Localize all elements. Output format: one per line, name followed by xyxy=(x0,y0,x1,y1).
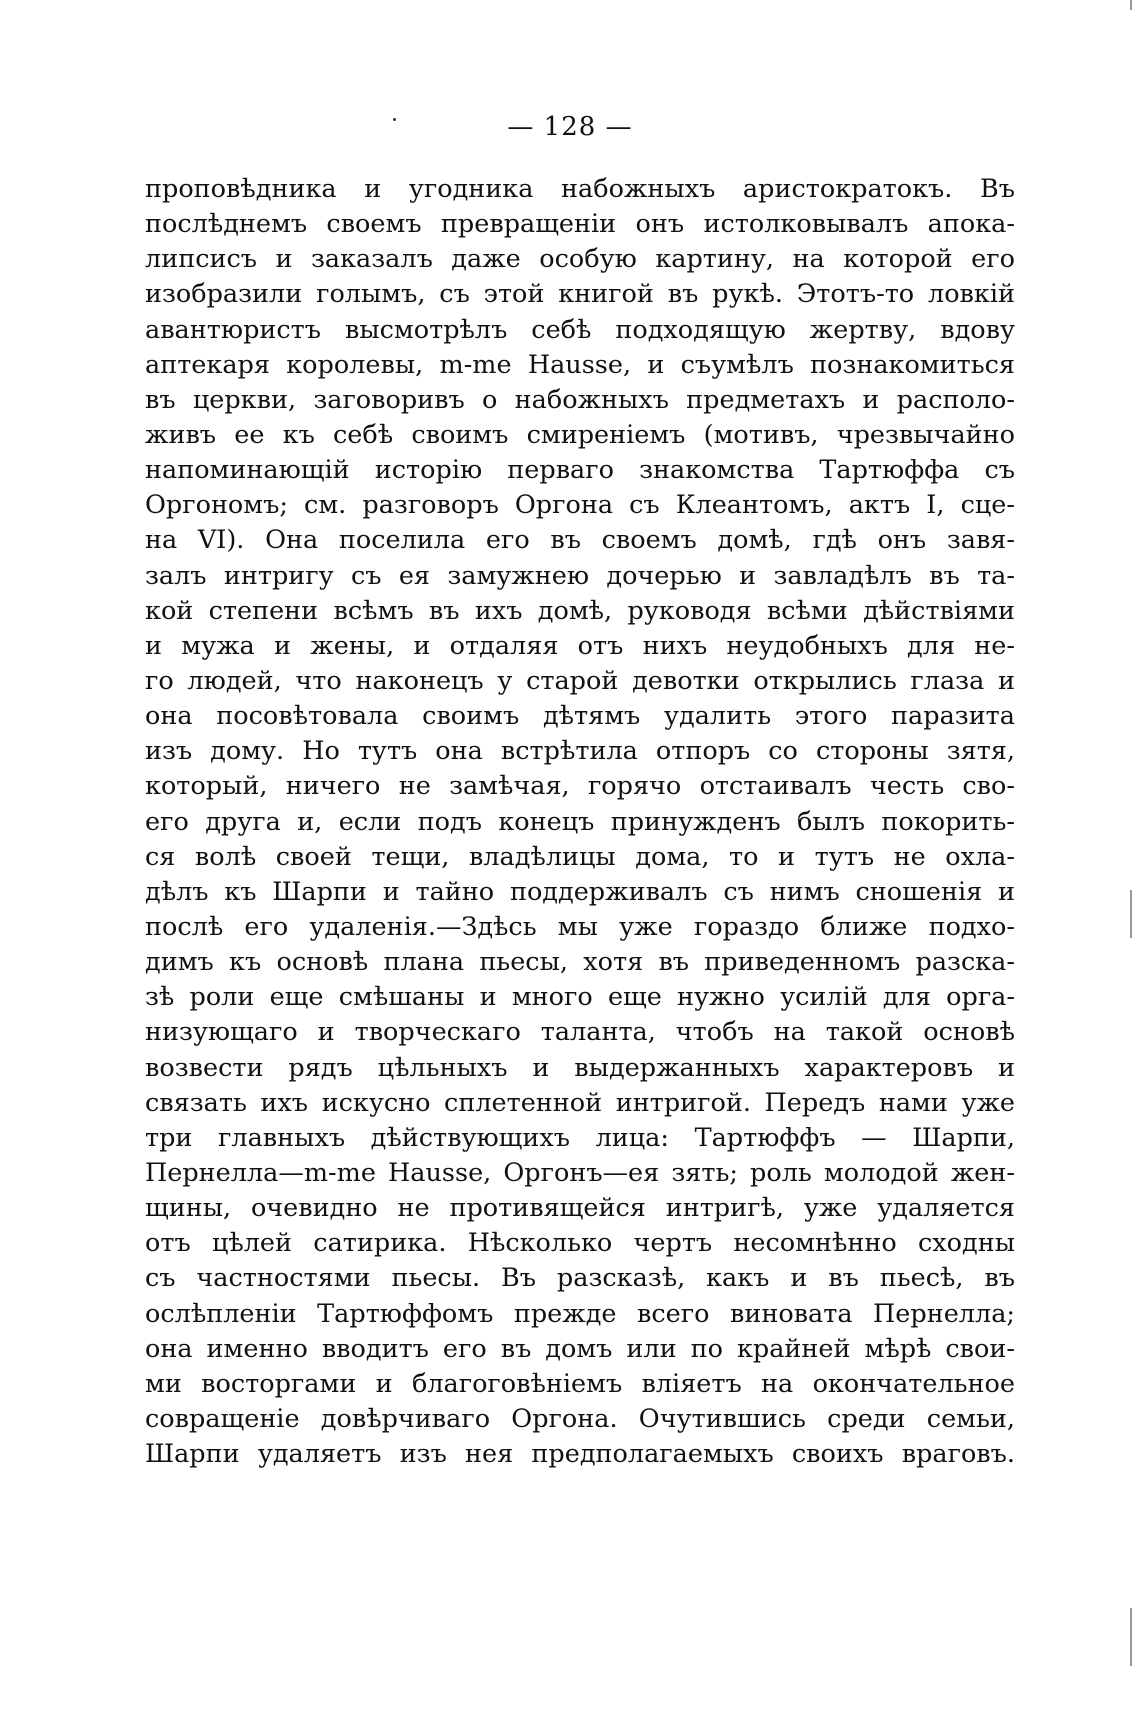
text-line: съ частностями пьесы. Въ разсказѣ, какъ и въ пьесѣ, въ xyxy=(145,1263,1015,1294)
text-line: Оргономъ; см. разговоръ Оргона съ Клеантомъ, актъ I, сце- xyxy=(145,490,1015,521)
text-line: на VI). Она поселила его въ своемъ домѣ, гдѣ онъ завя- xyxy=(145,525,1015,556)
edge-mark-top xyxy=(1130,0,1132,10)
text-line: авантюристъ высмотрѣлъ себѣ подходящую жертву, вдову xyxy=(145,314,1015,345)
text-line: кой степени всѣмъ въ ихъ домѣ, руководя всѣми дѣйствіями xyxy=(145,595,1015,626)
text-line: возвести рядъ цѣльныхъ и выдержанныхъ характеровъ и xyxy=(145,1052,1015,1083)
text-line: она посовѣтовала своимъ дѣтямъ удалить этого паразита xyxy=(145,701,1015,732)
text-line: Пернелла—m-me Hausse, Оргонъ—ея зять; роль молодой жен- xyxy=(145,1157,1015,1188)
edge-mark-middle xyxy=(1130,890,1132,938)
body-text xyxy=(145,172,1015,1472)
text-line: зѣ роли еще смѣшаны и много еще нужно усилій для орга- xyxy=(145,982,1015,1013)
text-line: изъ дому. Но тутъ она встрѣтила отпоръ со стороны зятя, xyxy=(145,736,1015,767)
text-line: залъ интригу съ ея замужнею дочерью и завладѣлъ въ та- xyxy=(145,560,1015,591)
text-line: послѣ его удаленія.—Здѣсь мы уже гораздо ближе подхо- xyxy=(145,911,1015,942)
text-line: она именно вводитъ его въ домъ или по крайней мѣрѣ свои- xyxy=(145,1333,1015,1364)
text-line: послѣднемъ своемъ превращеніи онъ истолковывалъ апока- xyxy=(145,209,1015,240)
edge-mark-bottom xyxy=(1130,1608,1132,1666)
stray-dot xyxy=(393,118,396,121)
text-line: изобразили голымъ, съ этой книгой въ рукѣ. Этотъ-то ловкій xyxy=(145,279,1015,310)
text-line: низующаго и творческаго таланта, чтобъ на такой основѣ xyxy=(145,1017,1015,1048)
text-line: проповѣдника и угодника набожныхъ аристократокъ. Въ xyxy=(145,174,1015,204)
text-line: три главныхъ дѣйствующихъ лица: Тартюффъ — Шарпи, xyxy=(145,1122,1015,1153)
text-line: который, ничего не замѣчая, горячо отстаивалъ честь сво- xyxy=(145,771,1015,802)
text-line: димъ къ основѣ плана пьесы, хотя въ приведенномъ разска- xyxy=(145,947,1015,978)
text-line: ми восторгами и благоговѣніемъ вліяетъ на окончательное xyxy=(145,1368,1015,1399)
text-line: напоминающій исторію перваго знакомства Тартюффа съ xyxy=(145,455,1015,486)
text-line: совращеніе довѣрчиваго Оргона. Очутившись среди семьи, xyxy=(145,1403,1015,1434)
text-line: щины, очевидно не противящейся интригѣ, уже удаляется xyxy=(145,1193,1015,1224)
text-line: ся волѣ своей тещи, владѣлицы дома, то и тутъ не охла- xyxy=(145,841,1015,872)
text-line: го людей, что наконецъ у старой девотки открылись глаза и xyxy=(145,665,1015,696)
text-line: его друга и, если подъ конецъ принужденъ былъ покорить- xyxy=(145,806,1015,837)
text-line: ослѣпленіи Тартюффомъ прежде всего виновата Пернелла; xyxy=(145,1298,1015,1329)
text-line: связать ихъ искусно сплетенной интригой. Передъ нами уже xyxy=(145,1087,1015,1118)
text-line: Шарпи удаляетъ изъ нея предполагаемыхъ своихъ враговъ. xyxy=(145,1439,1015,1470)
text-line: живъ ее къ себѣ своимъ смиреніемъ (мотивъ, чрезвычайно xyxy=(145,419,1015,450)
text-line: дѣлъ къ Шарпи и тайно поддерживалъ съ нимъ сношенія и xyxy=(145,876,1015,907)
text-line: липсисъ и заказалъ даже особую картину, на которой его xyxy=(145,244,1015,275)
text-line: въ церкви, заговоривъ о набожныхъ предметахъ и располо- xyxy=(145,384,1015,415)
text-line: отъ цѣлей сатирика. Нѣсколько чертъ несомнѣнно сходны xyxy=(145,1228,1015,1259)
text-line: и мужа и жены, и отдаляя отъ нихъ неудобныхъ для не- xyxy=(145,630,1015,661)
page-number: — 128 — xyxy=(507,112,633,142)
text-line: аптекаря королевы, m-me Hausse, и съумѣлъ познакомиться xyxy=(145,349,1015,380)
